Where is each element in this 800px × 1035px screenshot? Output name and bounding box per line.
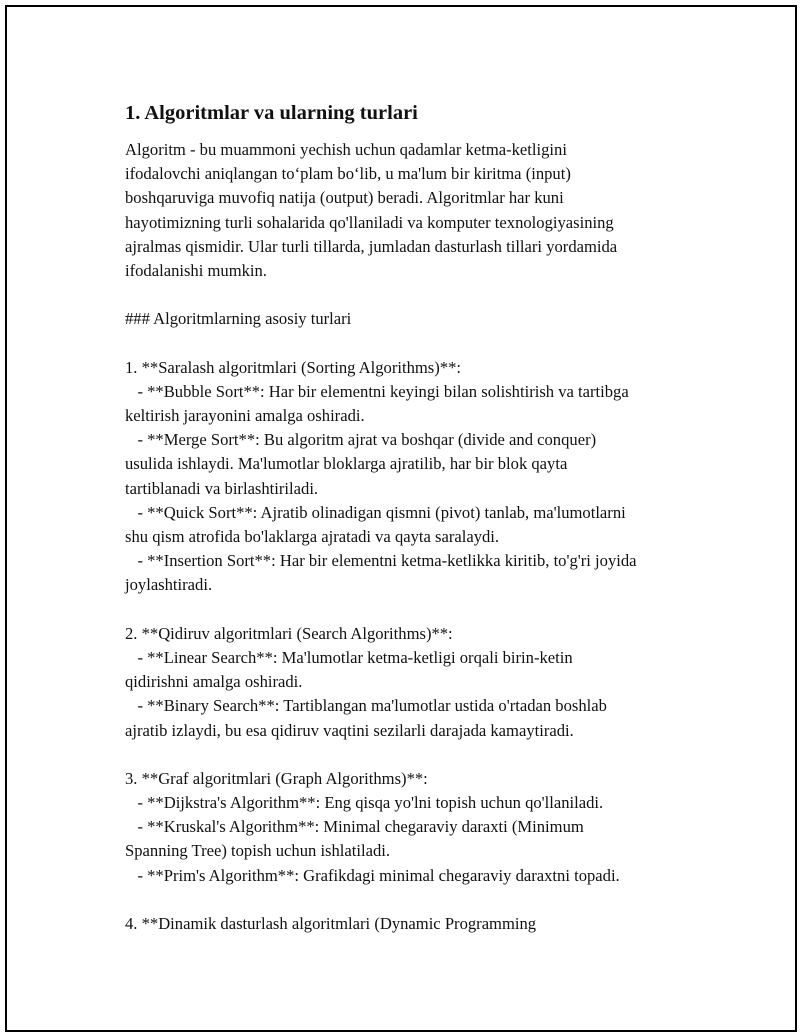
text-line: - **Dijkstra's Algorithm**: Eng qisqa yo'lni topish uchun qo'llaniladi. — [125, 793, 604, 813]
text-line: qidirishni amalga oshiradi. — [125, 672, 303, 692]
document-content — [125, 100, 705, 936]
text-line: 4. **Dinamik dasturlash algoritmlari (Dynamic Programming — [125, 914, 537, 933]
document-title: 1. Algoritmlar va ularning turlari — [125, 102, 418, 124]
text-line: 1. **Saralash algoritmlari (Sorting Algorithms)**: — [125, 357, 461, 377]
text-line: tartiblanadi va birlashtiriladi. — [125, 478, 319, 498]
text-line: - **Insertion Sort**: Har bir elementni ketma-ketlikka kiritib, to'g'ri joyida — [125, 551, 637, 571]
text-line — [125, 598, 705, 622]
text-line: boshqaruviga muvofiq natija (output) beradi. Algoritmlar har kuni — [125, 188, 564, 208]
text-line: 3. **Graf algoritmlari (Graph Algorithms)**: — [125, 768, 428, 788]
text-line: Spanning Tree) topish uchun ishlatiladi. — [125, 841, 391, 861]
text-line: ifodalovchi aniqlangan to‘plam bo‘lib, u ma'lum bir kiritma (input) — [125, 164, 571, 184]
text-line — [125, 888, 705, 912]
text-line: shu qism atrofida bo'laklarga ajratadi va qayta saralaydi. — [125, 527, 500, 546]
text-line: joylashtiradi. — [125, 575, 213, 595]
text-line: - **Linear Search**: Ma'lumotlar ketma-ketligi orqali birin-ketin — [125, 647, 573, 667]
text-line: - **Merge Sort**: Bu algoritm ajrat va boshqar (divide and conquer) — [125, 430, 597, 450]
text-line: - **Bubble Sort**: Har bir elementni keyingi bilan solishtirish va tartibga — [125, 381, 629, 401]
text-line: ajratib izlaydi, bu esa qidiruv vaqtini sezilarli darajada kamaytiradi. — [125, 720, 574, 740]
text-line: ### Algoritmlarning asosiy turlari — [125, 309, 352, 329]
text-line: usulida ishlaydi. Ma'lumotlar bloklarga ajratilib, har bir blok qayta — [125, 454, 568, 474]
text-line: keltirish jarayonini amalga oshiradi. — [125, 406, 365, 426]
text-line — [125, 332, 705, 356]
page-frame — [5, 5, 797, 1032]
text-line: - **Quick Sort**: Ajratib olinadigan qismni (pivot) tanlab, ma'lumotlarni — [125, 502, 626, 522]
text-line: - **Kruskal's Algorithm**: Minimal chegaraviy daraxti (Minimum — [125, 817, 584, 837]
text-line: 2. **Qidiruv algoritmlari (Search Algorithms)**: — [125, 623, 453, 643]
text-line — [125, 283, 705, 307]
document-body — [125, 138, 705, 936]
text-line: - **Prim's Algorithm**: Grafikdagi minimal chegaraviy daraxtni topadi. — [125, 865, 620, 885]
text-line: - **Binary Search**: Tartiblangan ma'lumotlar ustida o'rtadan boshlab — [125, 696, 607, 716]
text-line — [125, 743, 705, 767]
text-line: hayotimizning turli sohalarida qo'llaniladi va komputer texnologiyasining — [125, 212, 614, 232]
text-line: ifodalanishi mumkin. — [125, 260, 267, 280]
text-line: ajralmas qismidir. Ular turli tillarda, jumladan dasturlash tillari yordamida — [125, 236, 618, 256]
text-line: Algoritm - bu muammoni yechish uchun qadamlar ketma-ketligini — [125, 140, 567, 159]
